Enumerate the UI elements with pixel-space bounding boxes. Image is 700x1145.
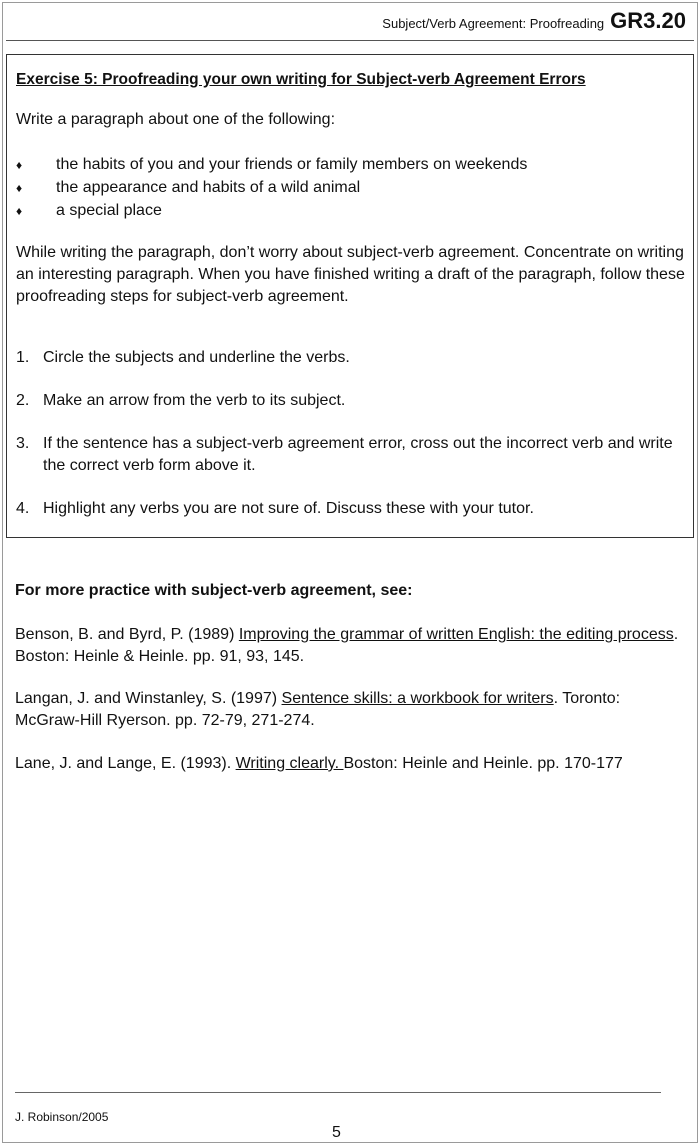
- instructions-paragraph: While writing the paragraph, don’t worry about subject-verb agreement. Concentrate on writing an interesting paragraph. When you have finished writing a draft of the paragraph, follow these proofreading steps for subject-verb agreement.: [16, 244, 685, 305]
- page-number: 5: [332, 1124, 341, 1141]
- header-code: GR3.20: [610, 8, 686, 33]
- reference-item: [15, 753, 685, 775]
- reference-authors: Benson, B. and Byrd, P. (1989): [15, 626, 239, 643]
- list-item-text: the appearance and habits of a wild animal: [56, 179, 361, 196]
- step-text: Make an arrow from the verb to its subject.: [43, 392, 346, 409]
- list-item: [16, 153, 527, 176]
- reference-item: [15, 688, 685, 732]
- reference-authors: Langan, J. and Winstanley, S. (1997): [15, 690, 282, 707]
- diamond-bullet-icon: ♦: [16, 181, 23, 195]
- reference-item: [15, 624, 685, 668]
- step-text: Highlight any verbs you are not sure of. Discuss these with your tutor.: [43, 500, 534, 517]
- list-item: [16, 176, 527, 199]
- reference-book-title: Improving the grammar of written English: the editing process: [238, 626, 674, 643]
- diamond-bullet-icon: ♦: [16, 204, 23, 218]
- practice-title: For more practice with subject-verb agreement, see:: [15, 582, 413, 599]
- reference-book-title: Writing clearly.: [235, 755, 344, 772]
- step-number: 2.: [16, 392, 30, 409]
- header-subtitle: Subject/Verb Agreement: Proofreading: [382, 16, 605, 31]
- step-number: 3.: [16, 435, 30, 452]
- steps-list: [16, 347, 686, 520]
- exercise-box: [6, 54, 694, 538]
- page-header: [382, 8, 686, 34]
- reference-publisher: . Toronto: McGraw-Hill Ryerson. pp. 72-79, 271-274.: [15, 690, 621, 729]
- exercise-title: Exercise 5: Proofreading your own writing for Subject-verb Agreement Errors: [16, 71, 586, 88]
- exercise-intro: Write a paragraph about one of the following:: [16, 111, 336, 128]
- diamond-bullet-icon: ♦: [16, 158, 23, 172]
- reference-publisher: Boston: Heinle and Heinle. pp. 170-177: [343, 755, 623, 772]
- step-number: 1.: [16, 349, 30, 366]
- list-item: [16, 199, 527, 222]
- step-item: [16, 498, 686, 520]
- step-text: If the sentence has a subject-verb agreement error, cross out the incorrect verb and write the correct verb form above it.: [43, 435, 673, 474]
- list-item-text: a special place: [56, 202, 162, 219]
- footer-rule: [15, 1092, 661, 1093]
- reference-book-title: Sentence skills: a workbook for writers: [281, 690, 554, 707]
- topic-list: [16, 153, 527, 222]
- step-item: [16, 433, 686, 477]
- footer-author: J. Robinson/2005: [15, 1110, 109, 1124]
- reference-publisher: . Boston: Heinle & Heinle. pp. 91, 93, 145.: [15, 626, 679, 665]
- header-rule: [6, 40, 694, 41]
- step-item: [16, 347, 686, 369]
- step-item: [16, 390, 686, 412]
- list-item-text: the habits of you and your friends or family members on weekends: [56, 156, 528, 173]
- step-text: Circle the subjects and underline the verbs.: [43, 349, 350, 366]
- step-number: 4.: [16, 500, 30, 517]
- reference-authors: Lane, J. and Lange, E. (1993).: [15, 755, 236, 772]
